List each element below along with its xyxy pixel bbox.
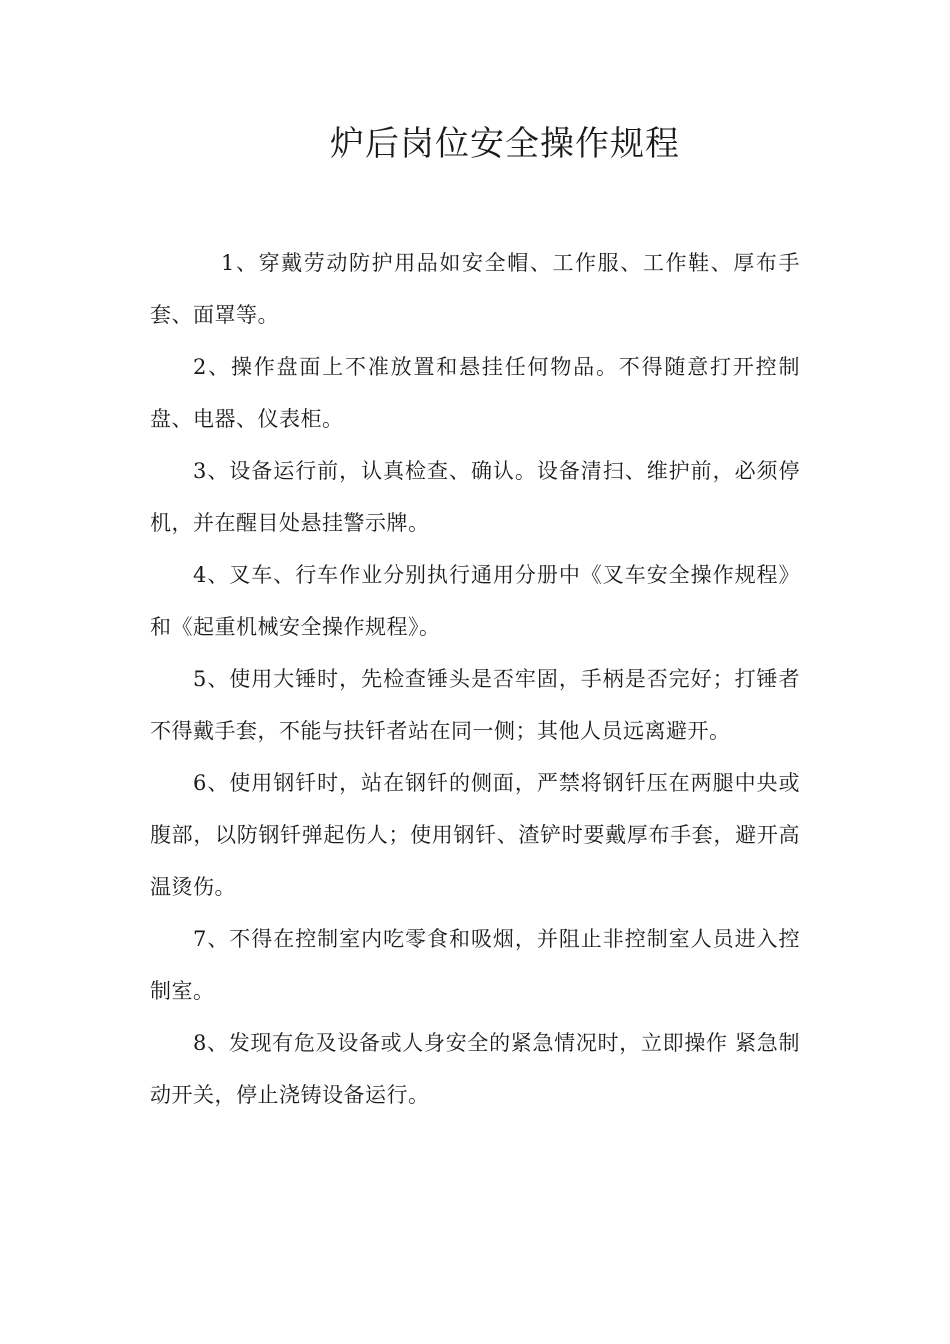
document-body	[150, 237, 800, 1121]
rule-paragraph-1: 1、穿戴劳动防护用品如安全帽、工作服、工作鞋、厚布手套、面罩等。	[150, 251, 800, 327]
rule-paragraph-8: 8、发现有危及设备或人身安全的紧急情况时，立即操作 紧急制动开关，停止浇铸设备运行。	[150, 1031, 800, 1107]
rule-paragraph-4: 4、叉车、行车作业分别执行通用分册中《叉车安全操作规程》和《起重机械安全操作规程》。	[150, 563, 800, 639]
page-title: 炉后岗位安全操作规程	[330, 124, 680, 164]
rule-paragraph-7: 7、不得在控制室内吃零食和吸烟，并阻止非控制室人员进入控制室。	[150, 927, 800, 1003]
rule-paragraph-6: 6、使用钢钎时，站在钢钎的侧面，严禁将钢钎压在两腿中央或腹部，以防钢钎弹起伤人；使用钢钎、渣铲时要戴厚布手套，避开高温烫伤。	[150, 771, 800, 899]
rule-paragraph-5: 5、使用大锤时，先检查锤头是否牢固，手柄是否完好；打锤者不得戴手套，不能与扶钎者站在同一侧；其他人员远离避开。	[150, 667, 800, 743]
rule-paragraph-2: 2、操作盘面上不准放置和悬挂任何物品。不得随意打开控制盘、电器、仪表柜。	[150, 355, 800, 431]
rule-paragraph-3: 3、设备运行前，认真检查、确认。设备清扫、维护前，必须停机，并在醒目处悬挂警示牌。	[150, 459, 800, 535]
